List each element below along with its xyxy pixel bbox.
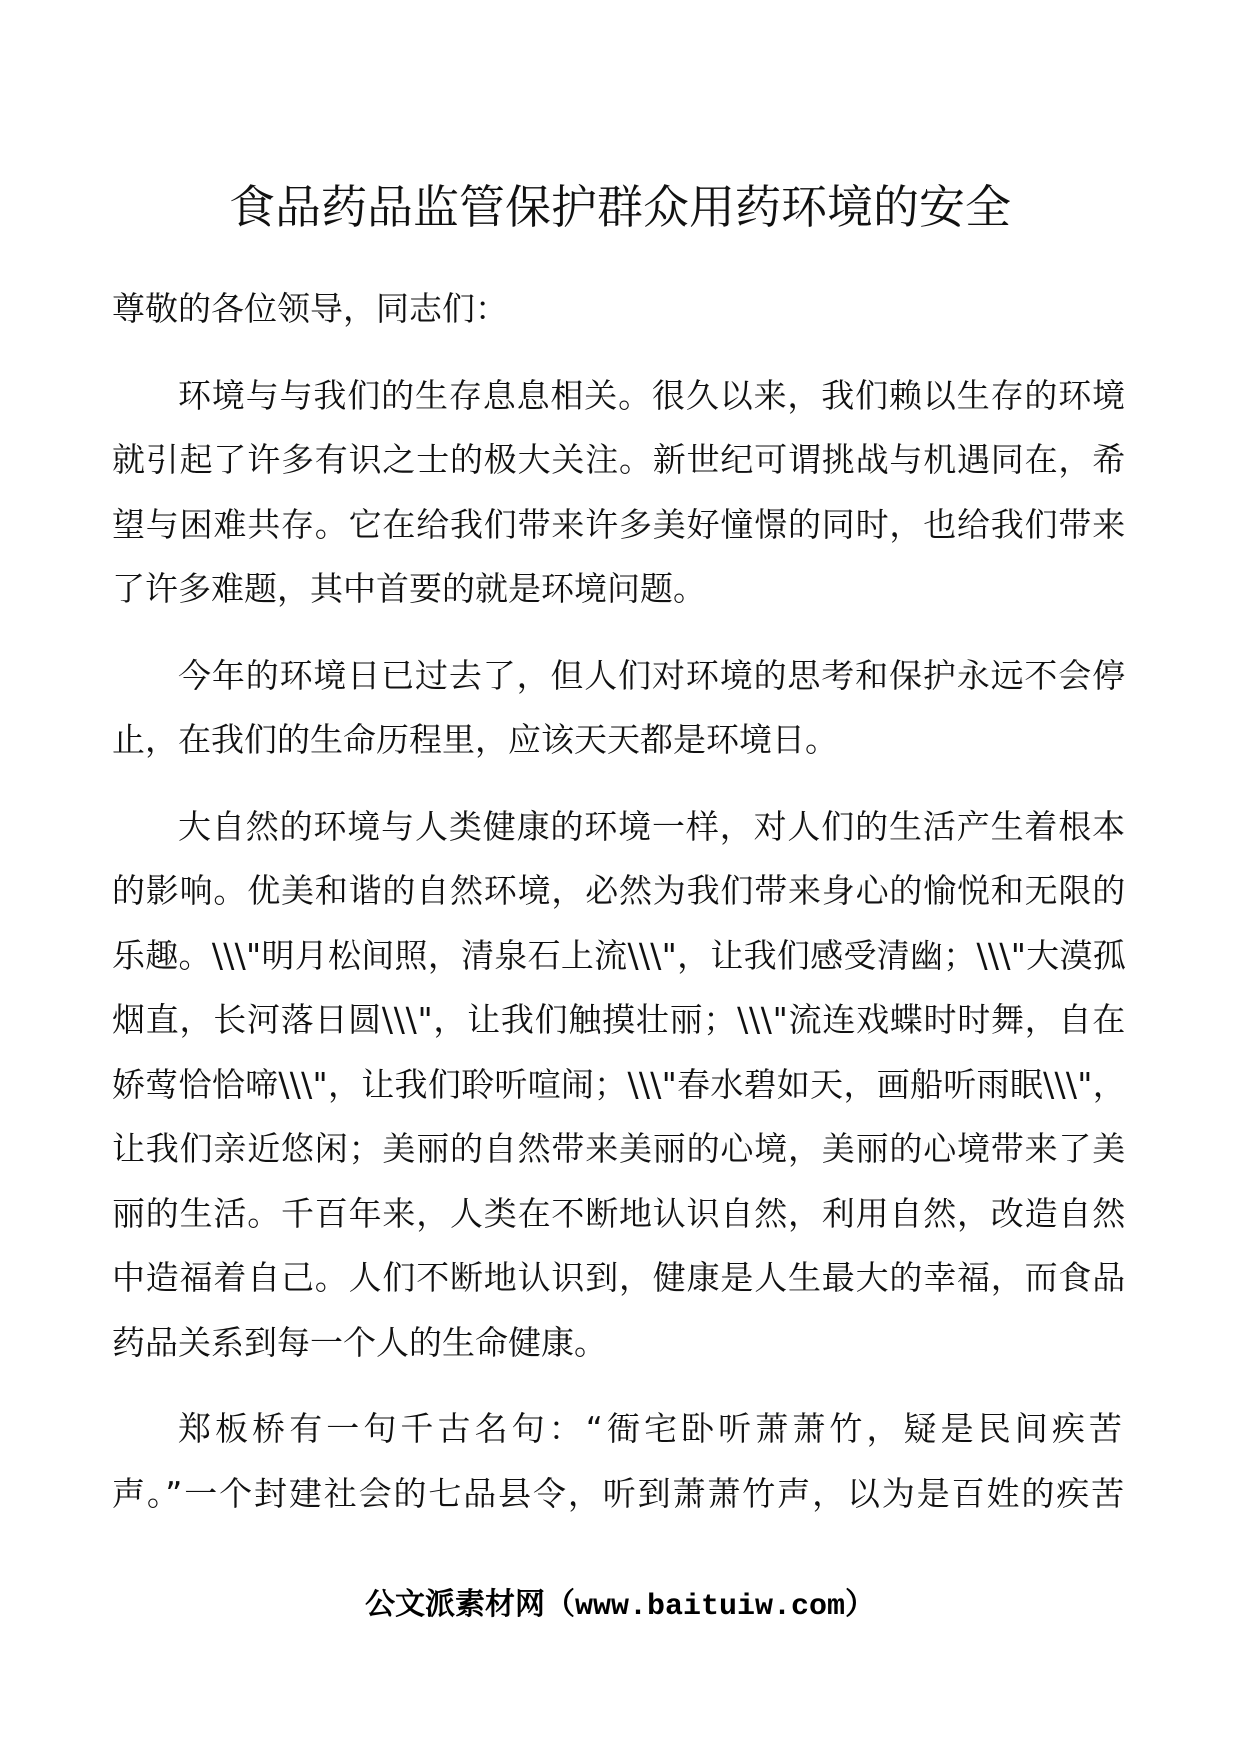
paragraph-line: 今年的环境日已过去了，但人们对环境的思考和保护永远不会停 <box>178 655 1126 695</box>
document-body <box>112 277 1126 1526</box>
paragraph-line: 丽的生活。千百年来，人类在不断地认识自然，利用自然，改造自然 <box>112 1193 1126 1233</box>
page-title: 食品药品监管保护群众用药环境的安全 <box>229 180 1011 234</box>
paragraph-line: 的影响。优美和谐的自然环境，必然为我们带来身心的愉悦和无限的 <box>112 871 1126 910</box>
paragraph-line: 环境与与我们的生存息息相关。很久以来，我们赖以生存的环境 <box>178 375 1126 415</box>
paragraph-line: 让我们亲近悠闲；美丽的自然带来美丽的心境，美丽的心境带来了美 <box>112 1129 1126 1168</box>
paragraph-line: 烟直，长河落日圆\\\"，让我们触摸壮丽；\\\"流连戏蝶时时舞，自在 <box>112 1000 1126 1039</box>
paragraph-line: 就引起了许多有识之士的极大关注。新世纪可谓挑战与机遇同在，希 <box>112 440 1126 479</box>
paragraph-line: 药品关系到每一个人的生命健康。 <box>112 1322 607 1362</box>
paragraph-line: 郑板桥有一句千古名句：“衙宅卧听萧萧竹，疑是民间疾苦 <box>178 1409 1126 1448</box>
paragraph <box>112 795 1126 1376</box>
paragraph-line: 了许多难题，其中首要的就是环境问题。 <box>112 569 706 608</box>
paragraph-line: 大自然的环境与人类健康的环境一样，对人们的生活产生着根本 <box>178 806 1126 846</box>
paragraph-line: 止，在我们的生命历程里，应该天天都是环境日。 <box>112 720 838 759</box>
salutation: 尊敬的各位领导，同志们： <box>112 289 508 328</box>
paragraph-line: 望与困难共存。它在给我们带来许多美好憧憬的同时，也给我们带来 <box>112 504 1126 544</box>
paragraph <box>112 364 1126 622</box>
paragraph-line: 乐趣。\\\"明月松间照，清泉石上流\\\"，让我们感受清幽；\\\"大漠孤 <box>112 935 1126 975</box>
paragraph-line: 声。”一个封建社会的七品县令，听到萧萧竹声，以为是百姓的疾苦 <box>112 1473 1126 1513</box>
footer-watermark: 公文派素材网（www.baituiw.com） <box>364 1590 876 1624</box>
paragraph <box>112 1397 1126 1526</box>
paragraph-line: 娇莺恰恰啼\\\"，让我们聆听喧闹；\\\"春水碧如天，画船听雨眠\\\"， <box>112 1064 1126 1104</box>
paragraph-line: 中造福着自己。人们不断地认识到，健康是人生最大的幸福，而食品 <box>112 1258 1126 1297</box>
paragraph <box>112 644 1126 773</box>
